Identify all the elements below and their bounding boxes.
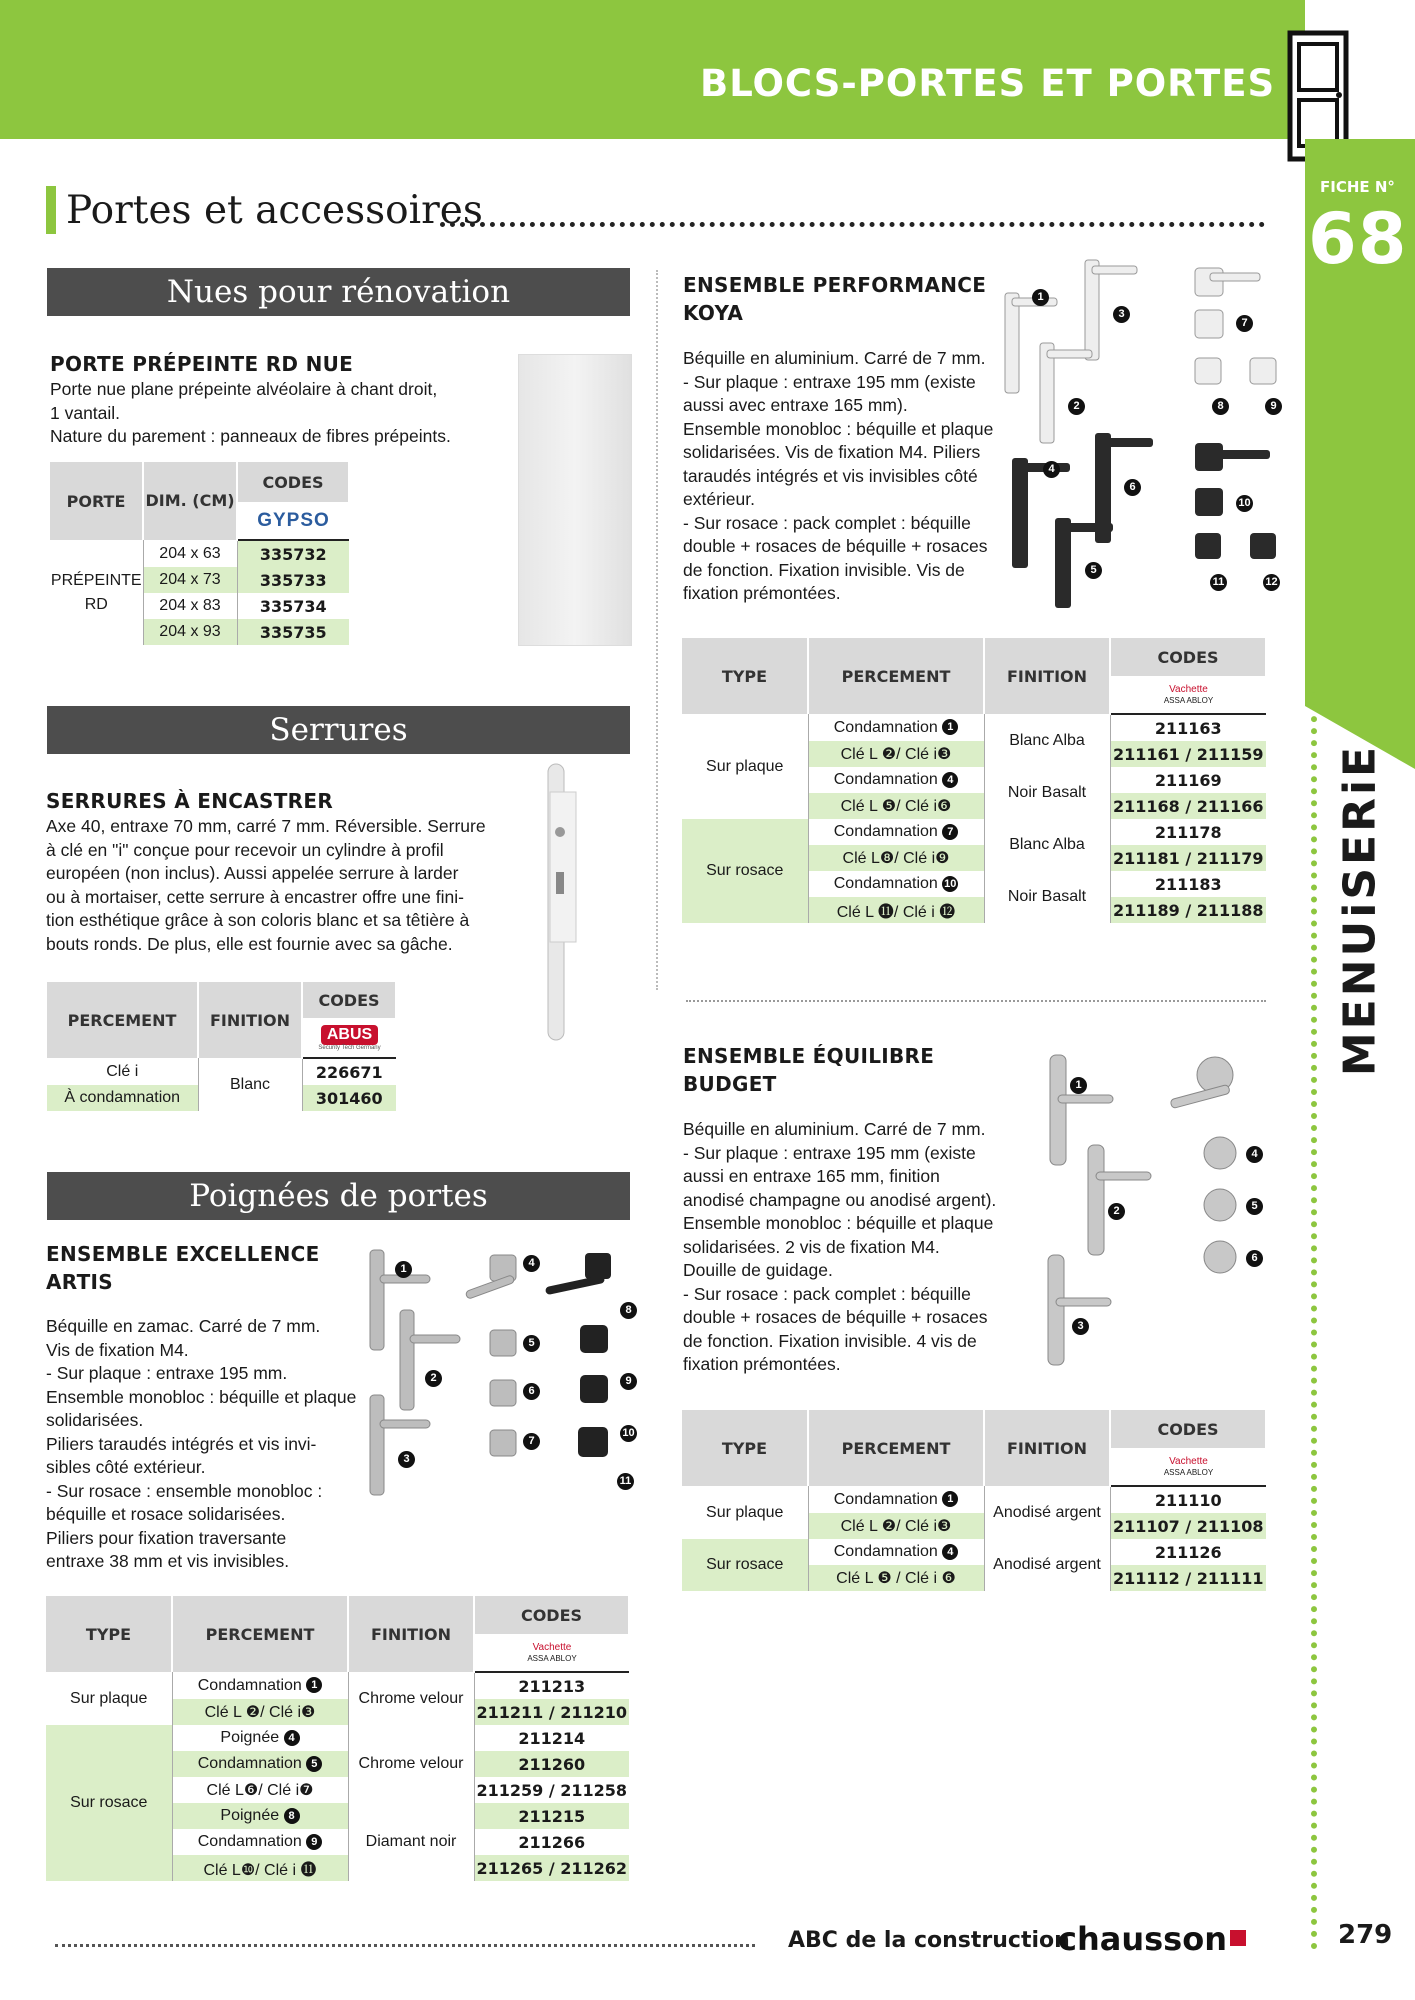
porte-title: PORTE PRÉPEINTE RD NUE [50,352,354,376]
fiche-label: FICHE N° [1320,178,1395,196]
abus-logo: ABUS [321,1025,378,1045]
koya-photo: 1 2 3 4 5 6 7 8 9 10 11 12 [1000,258,1300,608]
koya-title: ENSEMBLE PERFORMANCE KOYA [683,273,987,325]
column-divider [656,270,658,990]
budget-title: ENSEMBLE ÉQUILIBRE BUDGET [683,1044,935,1096]
category-label: MENUiSERiE [1334,743,1386,1077]
title-dots [440,222,1265,227]
title-accent [46,186,56,234]
fiche-number: 68 [1308,198,1408,280]
serrure-title: SERRURES À ENCASTRER [46,789,334,813]
serrure-desc: Axe 40, entraxe 70 mm, carré 7 mm. Réversible. Serrure à clé en "i" conçue pour recevoir un cylindre à profil européen (non inclus). Aussi appelée serrure à larder ou à mortaiser, cette serrure à encastrer offre une fini- tion esthétique grâce à son coloris blanc et sa têtière à bouts ronds. De plus, elle est fournie avec sa gâche. [46,816,486,954]
budget-desc: Béquille en aluminium. Carré de 7 mm. - Sur plaque : entraxe 195 mm (existe aussi en entraxe 165 mm, finition anodisé champagne ou anodisé argent). Ensemble monobloc : béquille et plaque solidarisées. 2 vis de fixation M4. Douille de guidage. - Sur rosace : pack complet : béquille double + rosaces de béquille + rosaces de fonction. Fixation invisible. 4 vis de fixation prémontées. [683,1119,997,1374]
door-photo [518,354,632,646]
section-renovation: Nues pour rénovation [47,268,630,316]
serrure-table: PERCEMENT FINITION CODES ABUS Security Tech Germany Clé i Blanc 226671 À condamnation 301460 [47,982,397,1111]
footer-dots [55,1944,755,1947]
budget-photo: 1 2 3 4 5 6 [1040,1050,1280,1390]
section-serrures: Serrures [47,706,630,754]
porte-desc: Porte nue plane prépeinte alvéolaire à chant droit, 1 vantail. Nature du parement : panneaux de fibres prépeints. [50,379,451,446]
section-poignees: Poignées de portes [47,1172,630,1220]
koya-table: TYPE PERCEMENT FINITION CODES Vachette ASSA ABLOY Sur plaque Condamnation 1 Blanc Alba 211163 Clé L ❷/ Clé i❸ 211161 / 211159 Condamnation 4 Noir Basalt 211169 Clé L ❺/ Clé i❻ 211168 / 211166 Sur rosace Condamnation 7 Blanc Alba 211178 Clé L❽/ Clé i❾ 211181 / 211179 Condamnation 10 Noir Basalt 211183 Clé L ⓫/ Clé i ⓬ 211189 / 211188 [682,638,1267,923]
artis-photo: 1 2 3 4 5 6 7 8 9 10 11 [360,1245,640,1505]
porte-table: PORTE DIM. (CM) CODES GYPSO PRÉPEINTE RD 204 x 63 335732 204 x 73 335733 204 x 83 335734 204 x 93 335735 [50,462,350,645]
gypso-logo: GYPSO [257,509,330,531]
vertical-dots [1311,680,1317,1950]
lock-photo [530,762,580,1042]
artis-title: ENSEMBLE EXCELLENCE ARTIS [46,1242,320,1294]
footer-text: ABC de la construction [788,1928,1070,1953]
budget-table: TYPE PERCEMENT FINITION CODES Vachette ASSA ABLOY Sur plaque Condamnation 1 Anodisé argent 211110 Clé L ❷/ Clé i❸ 211107 / 211108 Sur rosace Condamnation 4 Anodisé argent 211126 Clé L ❺ / Clé i ❻ 211112 / 211111 [682,1410,1267,1591]
koya-desc: Béquille en aluminium. Carré de 7 mm. - Sur plaque : entraxe 195 mm (existe aussi avec entraxe 165 mm). Ensemble monobloc : béquille et plaque solidarisées. Vis de fixation M4. Piliers taraudés intégrés et vis invisibles côté extérieur. - Sur rosace : pack complet : béquille double + rosaces de béquille + rosaces de fonction. Fixation invisible. Vis de fixation prémontées. [683,348,994,603]
artis-desc: Béquille en zamac. Carré de 7 mm. Vis de fixation M4. - Sur plaque : entraxe 195 mm. Ensemble monobloc : béquille et plaque solidarisées. Piliers taraudés intégrés et vis invi- sibles côté extérieur. - Sur rosace : ensemble monobloc : béquille et rosace solidarisées. Piliers pour fixation traversante entraxe 38 mm et vis invisibles. [46,1316,357,1571]
separator [686,1000,1266,1002]
header-title: BLOCS-PORTES ET PORTES [700,62,1276,105]
page-number: 279 [1338,1920,1393,1950]
page-title: Portes et accessoires [66,188,483,233]
artis-table: TYPE PERCEMENT FINITION CODES Vachette ASSA ABLOY Sur plaque Condamnation 1 Chrome velour 211213 Clé L ❷/ Clé i❸ 211211 / 211210 Sur rosace Poignée 4 Chrome velour 211214 Condamnation 5 211260 Clé L❻/ Clé i❼ 211259 / 211258 Poignée 8 Diamant noir 211215 Condamnation 9 211266 Clé L❿/ Clé i ⓫ 211265 / 211262 [46,1596,630,1881]
chausson-logo: chausson [1058,1920,1246,1958]
